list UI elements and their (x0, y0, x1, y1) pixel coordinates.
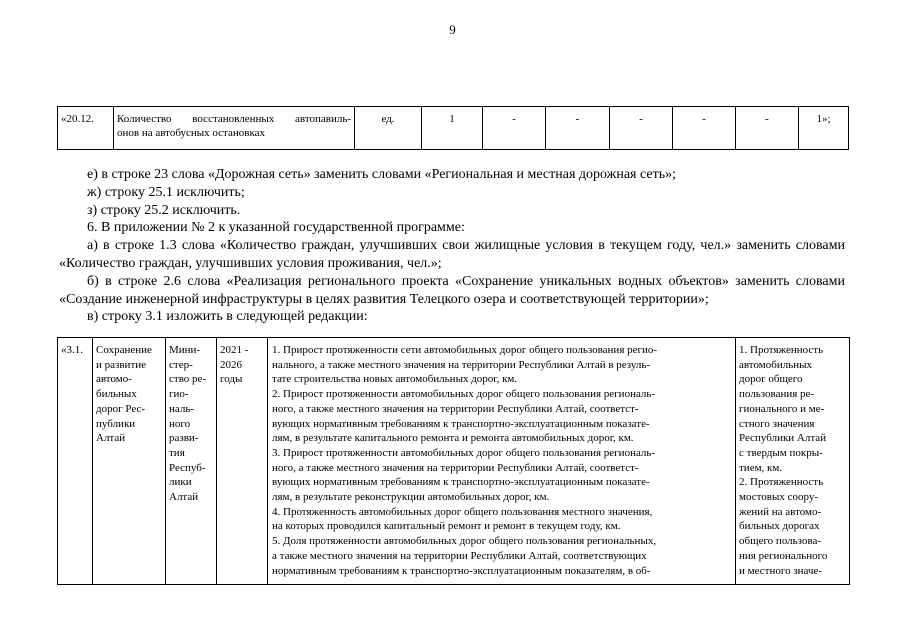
result-line: мостовых соору- (739, 491, 819, 504)
paragraph: 6. В приложении № 2 к указанной государственной программе: (87, 220, 465, 236)
result-line: Республики Алтай (739, 432, 827, 445)
name-line: дорог Рес- (96, 402, 146, 415)
name-line: Алтай (96, 432, 126, 445)
value-cell: - (673, 107, 736, 150)
result-line: тием, км. (739, 461, 783, 474)
amendment-text (59, 166, 845, 326)
indicators-cell (268, 338, 736, 585)
page-number: 9 (449, 22, 456, 37)
ministry-line: ного (169, 417, 191, 430)
unit-cell: ед. (355, 107, 422, 150)
result-line: пользования ре- (739, 388, 815, 401)
indicator-line: ного, а также местного значения на территории Республики Алтай, соответст- (272, 402, 639, 415)
indicator-line: ного, а также местного значения на территории Республики Алтай, соответст- (272, 461, 639, 474)
ministry-cell (166, 338, 217, 585)
result-line: стного значения (739, 417, 815, 430)
indicator-name (114, 107, 355, 150)
name-line: бильных (96, 388, 137, 401)
result-line: гионального и ме- (739, 402, 825, 415)
result-line: автомобильных (739, 358, 812, 371)
indicator-line: лям, в результате капитального ремонта и ремонта автомобильных дорог, км. (272, 432, 634, 445)
row-number: «20.12. (58, 107, 114, 150)
indicator-line: нального, а также местного значения на территории Республики Алтай в резуль- (272, 358, 651, 371)
result-line: общего пользова- (739, 535, 822, 548)
result-line: ния регионального (739, 549, 828, 562)
name-line: Сохранение (96, 344, 152, 356)
result-line: и местного значе- (739, 564, 823, 577)
indicator-line: нормативным требованиям к транспортно-эксплуатационным показателям, в об- (272, 564, 651, 577)
table-row (58, 107, 849, 150)
period-line: 2026 (220, 358, 242, 371)
ministry-line: тия (169, 446, 185, 459)
result-line: с твердым покры- (739, 446, 823, 459)
name-line: и развитие (96, 358, 147, 371)
subprogram-name-cell (93, 338, 166, 585)
name-line: автомо- (96, 373, 132, 386)
indicator-line: вующих нормативным требованиям к транспортно-эксплуатационным показате- (272, 417, 650, 430)
ministry-line: Мини- (169, 344, 201, 356)
program-table (57, 337, 850, 585)
ministry-line: стер- (169, 358, 193, 371)
ministry-line: гио- (169, 388, 189, 401)
indicator-table (57, 106, 849, 150)
ministry-line: наль- (169, 402, 195, 415)
period-line: годы (220, 373, 243, 386)
indicator-line: а также местного значения на территории Республики Алтай, соответствующих (272, 549, 647, 562)
indicator-line: на которых проводился капитальный ремонт и ремонт в текущем году, км. (272, 520, 621, 533)
row-number: «3.1. (58, 338, 93, 585)
result-line: 1. Протяженность (739, 344, 824, 356)
indicator-line: 3. Прирост протяженности автомобильных дорог общего пользования региональ- (272, 446, 656, 459)
indicator-line: 5. Доля протяженности автомобильных дорог общего пользования региональных, (272, 535, 657, 548)
period-line: 2021 - (220, 344, 249, 356)
paragraph: е) в строке 23 слова «Дорожная сеть» заменить словами «Региональная и местная дорожная сеть»; (87, 167, 676, 182)
paragraph: з) строку 25.2 исключить. (87, 202, 241, 218)
indicator-name-line: онов на автобусных остановках (117, 127, 266, 139)
value-cell: 1»; (799, 107, 849, 150)
value-cell: - (610, 107, 673, 150)
ministry-line: разви- (169, 432, 199, 445)
result-line: дорог общего (739, 373, 803, 386)
indicator-line: лям, в результате реконструкции автомобильных дорог, км. (272, 491, 550, 504)
ministry-line: лики (169, 476, 192, 489)
ministry-line: Алтай (169, 491, 199, 504)
paragraph: в) строку 3.1 изложить в следующей редакции: (87, 309, 368, 325)
indicator-line: тате строительства новых автомобильных дорог, км. (272, 373, 518, 386)
paragraph: б) в строке 2.6 слова «Реализация регионального проекта «Сохранение уникальных водных объектов» заменить словами «Создание инженерной инфраструктуры в целях развития Телецкого озера и соответствующей территории»; (59, 273, 845, 307)
indicator-name-line: Количество восстановленных автопавиль- (117, 113, 351, 125)
period-cell (217, 338, 268, 585)
ministry-line: ство ре- (169, 373, 207, 386)
result-line: бильных дорогах (739, 520, 820, 533)
indicator-line: 1. Прирост протяженности сети автомобильных дорог общего пользования регио- (272, 344, 658, 356)
value-cell: - (736, 107, 799, 150)
value-cell: 1 (422, 107, 483, 150)
result-line: жений на автомо- (739, 505, 822, 518)
table-row (58, 338, 850, 585)
paragraph: ж) строку 25.1 исключить; (87, 184, 245, 200)
indicator-line: вующих нормативным требованиям к транспортно-эксплуатационным показате- (272, 476, 650, 489)
paragraph: а) в строке 1.3 слова «Количество граждан, улучшивших свои жилищные условия в текущем году, чел.» заменить словами «Количество граждан, улучшивших условия проживания, чел.»; (59, 238, 845, 271)
value-cell: - (483, 107, 546, 150)
result-line: 2. Протяженность (739, 476, 824, 489)
indicator-line: 2. Прирост протяженности автомобильных дорог общего пользования региональ- (272, 388, 656, 401)
value-cell: - (546, 107, 610, 150)
results-cell (736, 338, 850, 585)
name-line: публики (96, 417, 136, 430)
indicator-line: 4. Протяженность автомобильных дорог общего пользования местного значения, (272, 505, 653, 518)
ministry-line: Респуб- (169, 461, 206, 474)
